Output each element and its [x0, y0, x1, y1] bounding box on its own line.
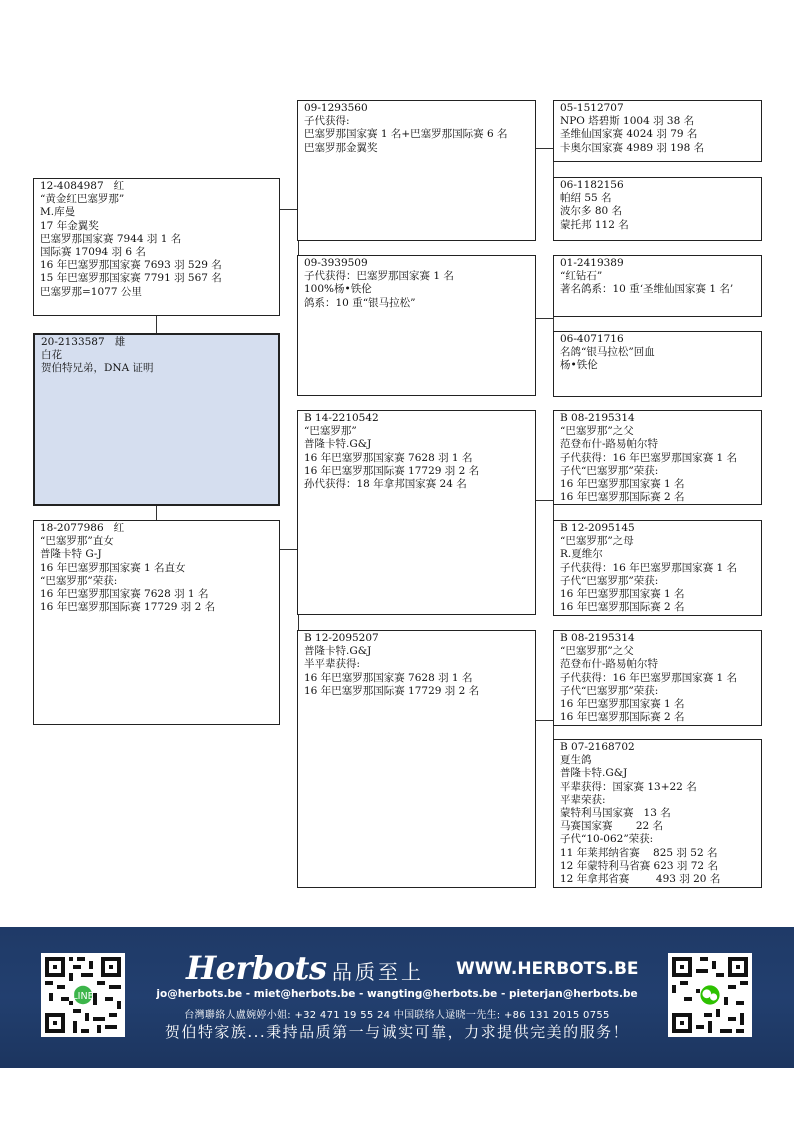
pedigree-text-line: 子代获得：16 年巴塞罗那国家赛 1 名	[560, 451, 738, 464]
pedigree-text-line: B 12-2095207	[304, 632, 379, 644]
pedigree-text-line: 17 年金翼奖	[40, 219, 99, 232]
pedigree-text-line: 普隆卡特.G&J	[304, 438, 372, 451]
pedigree-text-line: 范登布什-路易帕尔特	[560, 658, 659, 671]
pedigree-text-line: 16 年巴塞罗那国家赛 1 名直女	[40, 561, 186, 574]
connector-line	[535, 500, 553, 501]
pedigree-text-line: 11 年莱邦纳省赛 825 羽 52 名	[560, 846, 718, 859]
dam-dam-sire-box	[553, 630, 762, 726]
pedigree-text-line: 子代“巴塞罗那”荣获:	[560, 464, 659, 477]
pedigree-text-line: 帕绍 55 名	[560, 192, 612, 205]
pedigree-text-line: 16 年巴塞罗那国家赛 1 名	[560, 588, 685, 601]
pedigree-text-line: 范登布什-路易帕尔特	[560, 438, 659, 451]
pedigree-text-line: 圣维仙国家赛 4024 羽 79 名	[560, 128, 698, 141]
pedigree-text-line: R.夏维尔	[560, 548, 603, 561]
pedigree-text-line: 普隆卡特.G&J	[560, 767, 628, 780]
pedigree-text-line: 子代获得:	[304, 115, 350, 128]
pedigree-text-line: 巴塞罗那=1077 公里	[40, 285, 142, 298]
company-motto: 贺伯特家族...秉持品质第一与诚实可靠，力求提供完美的服务！	[164, 1023, 630, 1041]
connector-line	[156, 505, 157, 521]
pedigree-text-line: “巴塞罗那”直女	[40, 535, 114, 548]
pedigree-text-line: 16 年巴塞罗那国际赛 2 名	[560, 601, 685, 614]
pedigree-text-line: 16 年巴塞罗那国际赛 17729 羽 2 名	[304, 464, 480, 477]
pedigree-text-line: 09-1293560	[304, 102, 368, 114]
connector-line	[535, 720, 553, 721]
connector-line	[535, 148, 553, 149]
pedigree-text-line: 半平辈获得:	[304, 658, 361, 671]
pedigree-text-line: 06-1182156	[560, 179, 624, 191]
pedigree-text-line: B 14-2210542	[304, 412, 379, 424]
pedigree-text-line: 子代“巴塞罗那”荣获:	[560, 684, 659, 697]
pedigree-text-line: M.库曼	[40, 206, 76, 219]
pedigree-text-line: 鸽系：10 重“银马拉松”	[304, 296, 416, 309]
pedigree-text-line: 普隆卡特 G-J	[40, 548, 102, 561]
subject-box	[33, 333, 280, 506]
pedigree-text-line: 普隆卡特.G&J	[304, 645, 372, 658]
pedigree-text-line: “红钻石”	[560, 270, 603, 283]
sire-dam-dam-box	[553, 331, 762, 397]
pedigree-text-line: 18-2077986 红	[40, 522, 125, 534]
pedigree-text-line: 16 年巴塞罗那国家赛 1 名	[560, 478, 685, 491]
pedigree-text-line: 12 年拿邦省赛 493 羽 20 名	[560, 873, 721, 886]
pedigree-text-line: 子代“巴塞罗那”荣获:	[560, 574, 659, 587]
connector-line	[279, 209, 298, 210]
pedigree-text-line: 16 年巴塞罗那国际赛 17729 羽 2 名	[40, 601, 216, 614]
sire-sire-dam-box	[553, 177, 762, 241]
sire-sire-box	[297, 100, 536, 241]
pedigree-text-line: 16 年巴塞罗那国际赛 17729 羽 2 名	[304, 684, 480, 697]
website-link[interactable]: WWW.HERBOTS.BE	[456, 959, 639, 979]
pedigree-text-line: 平辈荣获:	[560, 793, 606, 806]
pedigree-text-line: 15 年巴塞罗那国家赛 7791 羽 567 名	[40, 272, 222, 285]
pedigree-text-line: 国际赛 17094 羽 6 名	[40, 246, 146, 259]
pedigree-text-line: 夏生鸽	[560, 754, 592, 767]
pedigree-text-line: “巴塞罗那”之母	[560, 535, 634, 548]
pedigree-text-line: 16 年巴塞罗那国际赛 2 名	[560, 711, 685, 724]
pedigree-text-line: B 08-2195314	[560, 632, 635, 644]
herbots-logo: Herbots	[186, 949, 327, 987]
contact-emails[interactable]: jo@herbots.be - miet@herbots.be - wangting@herbots.be - pieterjan@herbots.be	[156, 988, 638, 1000]
pedigree-text-line: 贺伯特兄弟，DNA 证明	[41, 362, 154, 375]
pedigree-text-line: 马赛国家赛 22 名	[560, 820, 664, 833]
pedigree-text-line: “巴塞罗那”之父	[560, 425, 634, 438]
pedigree-text-line: 巴塞罗那国家赛 7944 羽 1 名	[40, 232, 182, 245]
sire-box	[33, 178, 280, 316]
sire-sire-sire-box	[553, 100, 762, 162]
pedigree-text-line: 16 年巴塞罗那国家赛 7628 羽 1 名	[304, 671, 473, 684]
pedigree-text-line: 子代获得：16 年巴塞罗那国家赛 1 名	[560, 671, 738, 684]
contact-phones: 台灣聯絡人盧婉婷小姐: +32 471 19 55 24 中国联络人逯晓一先生: +86 131 2015 0755	[184, 1010, 610, 1021]
pedigree-text-line: 孙代获得：18 年拿邦国家赛 24 名	[304, 478, 467, 491]
footer-band	[0, 927, 794, 1068]
pedigree-text-line: “巴塞罗那”荣获:	[40, 574, 118, 587]
dam-sire-box	[297, 410, 536, 615]
pedigree-text-line: B 12-2095145	[560, 522, 635, 534]
sire-dam-sire-box	[553, 255, 762, 317]
pedigree-text-line: B 07-2168702	[560, 741, 635, 753]
pedigree-text-line: 波尔多 80 名	[560, 205, 623, 218]
dam-box	[33, 520, 280, 725]
pedigree-text-line: 20-2133587 雄	[41, 336, 126, 348]
pedigree-text-line: 名鸽“银马拉松”回血	[560, 346, 655, 359]
dam-dam-dam-box	[553, 739, 762, 888]
pedigree-text-line: 平辈获得：国家赛 13+22 名	[560, 780, 697, 793]
pedigree-text-line: 子代获得：巴塞罗那国家赛 1 名	[304, 270, 454, 283]
pedigree-text-line: 12-4084987 红	[40, 180, 125, 192]
pedigree-text-line: 著名鸽系：10 重‘圣维仙国家赛 1 名’	[560, 283, 734, 296]
pedigree-text-line: 16 年巴塞罗那国家赛 7628 羽 1 名	[304, 451, 473, 464]
pedigree-text-line: B 08-2195314	[560, 412, 635, 424]
svg-text:LINE: LINE	[72, 991, 94, 1002]
pedigree-text-line: 子代获得：16 年巴塞罗那国家赛 1 名	[560, 561, 738, 574]
pedigree-text-line: “巴塞罗那”之父	[560, 645, 634, 658]
pedigree-text-line: 05-1512707	[560, 102, 624, 114]
pedigree-text-line: 12 年蒙特利马省赛 623 羽 72 名	[560, 859, 718, 872]
pedigree-text-line: “黄金红巴塞罗那”	[40, 193, 125, 206]
pedigree-text-line: 06-4071716	[560, 333, 624, 345]
pedigree-text-line: 01-2419389	[560, 257, 624, 269]
pedigree-text-line: NPO 塔碧斯 1004 羽 38 名	[560, 115, 695, 128]
pedigree-text-line: 蒙托邦 112 名	[560, 218, 629, 231]
connector-line	[156, 316, 157, 334]
pedigree-text-line: 16 年巴塞罗那国际赛 2 名	[560, 491, 685, 504]
dam-sire-sire-box	[553, 410, 762, 505]
pedigree-text-line: 16 年巴塞罗那国家赛 1 名	[560, 698, 685, 711]
pedigree-text-line: 子代“10-062”荣获:	[560, 833, 654, 846]
brand-slogan: 品质至上	[332, 960, 424, 984]
pedigree-text-line: 蒙特利马国家赛 13 名	[560, 807, 671, 820]
pedigree-text-line: 16 年巴塞罗那国家赛 7693 羽 529 名	[40, 259, 222, 272]
pedigree-text-line: 巴塞罗那金翼奖	[304, 141, 378, 154]
pedigree-text-line: 100%杨•铁伦	[304, 283, 372, 296]
pedigree-text-line: 09-3939509	[304, 257, 368, 269]
pedigree-text-line: 卡奥尔国家赛 4989 羽 198 名	[560, 141, 705, 154]
pedigree-text-line: 巴塞罗那国家赛 1 名+巴塞罗那国际赛 6 名	[304, 128, 508, 141]
pedigree-text-line: 杨•铁伦	[560, 359, 598, 372]
pedigree-text-line: 16 年巴塞罗那国家赛 7628 羽 1 名	[40, 588, 209, 601]
connector-line	[535, 318, 553, 319]
brand-row	[186, 949, 639, 987]
sire-dam-box	[297, 255, 536, 396]
connector-line	[279, 549, 298, 550]
pedigree-text-line: 白花	[41, 349, 62, 362]
dam-dam-box	[297, 630, 536, 888]
pedigree-text-line: “巴塞罗那”	[304, 425, 357, 438]
dam-sire-dam-box	[553, 520, 762, 616]
